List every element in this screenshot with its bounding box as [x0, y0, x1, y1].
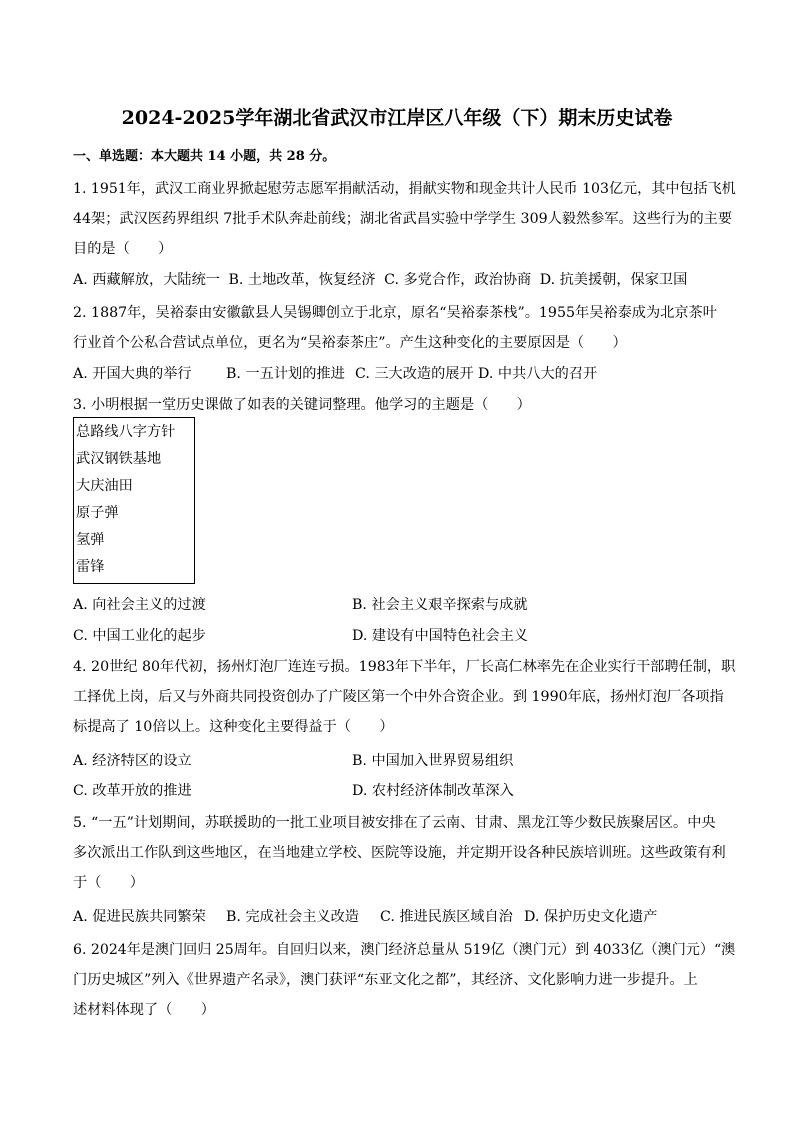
q6-line-2: 门历史城区”列入《世界遗产名录》，澳门获评“东亚文化之都”，其经济、文化影响力进一步提升。上: [73, 972, 698, 988]
q3-line-1: 3. 小明根据一堂历史课做了如表的关键词整理。他学习的主题是（ ）: [73, 397, 531, 413]
q1-line-1: 1. 1951年，武汉工商业界掀起慰劳志愿军捐献活动，捐献实物和现金共计人民币 103亿元，其中包括飞机: [73, 181, 736, 197]
q1-option-c[interactable]: C. 多党合作，政治协商: [384, 272, 532, 288]
q1-line-2: 44架；武汉医药界组织 7批手术队奔赴前线；湖北省武昌实验中学学生 309人毅然参军。这些行为的主要: [73, 211, 733, 227]
q4-option-d[interactable]: D. 农村经济体制改革深入: [352, 783, 514, 799]
q2-option-b[interactable]: B. 一五计划的推进: [226, 366, 345, 382]
q4-option-a[interactable]: A. 经济特区的设立: [73, 753, 192, 769]
section-heading: 一、单选题：本大题共 14 小题，共 28 分。: [73, 149, 336, 164]
q5-option-d[interactable]: D. 保护历史文化遗产: [524, 909, 658, 925]
q5-option-b[interactable]: B. 完成社会主义改造: [226, 909, 359, 925]
keyword-cell: 原子弹: [76, 505, 119, 521]
q4-option-b[interactable]: B. 中国加入世界贸易组织: [352, 753, 514, 769]
q4-line-1: 4. 20世纪 80年代初，扬州灯泡厂连连亏损。1983年下半年，厂长高仁林率先在企业实行干部聘任制，职: [73, 659, 736, 675]
q4-option-c[interactable]: C. 改革开放的推进: [73, 783, 192, 799]
keyword-cell: 氢弹: [76, 532, 105, 548]
q1-line-3: 目的是（ ）: [73, 241, 173, 257]
page-title: 2024-2025学年湖北省武汉市江岸区八年级（下）期末历史试卷: [121, 107, 673, 129]
q2-line-1: 2. 1887年，吴裕泰由安徽歙县人吴锡卿创立于北京，原名“吴裕泰茶栈”。1955年吴裕泰成为北京茶叶: [73, 305, 717, 321]
q1-options: [73, 269, 733, 289]
keyword-table: [73, 417, 195, 584]
q2-option-a[interactable]: A. 开国大典的举行: [73, 366, 192, 382]
keyword-cell: 总路线八字方针: [76, 424, 176, 440]
keyword-cell: 大庆油田: [76, 478, 133, 494]
keyword-cell: 雷锋: [76, 559, 105, 575]
q1-option-d[interactable]: D. 抗美援朝，保家卫国: [539, 272, 688, 288]
q5-line-3: 于（ ）: [73, 875, 144, 891]
q3-option-b[interactable]: B. 社会主义艰辛探索与成就: [352, 597, 528, 613]
q5-option-a[interactable]: A. 促进民族共同繁荣: [73, 909, 206, 925]
q3-option-a[interactable]: A. 向社会主义的过渡: [73, 597, 206, 613]
q3-option-d[interactable]: D. 建设有中国特色社会主义: [352, 628, 528, 644]
q6-line-1: 6. 2024年是澳门回归 25周年。自回归以来，澳门经济总量从 519亿（澳门元）到 4033亿（澳门元）“澳: [73, 942, 736, 958]
q1-option-b[interactable]: B. 土地改革，恢复经济: [228, 272, 376, 288]
q6-line-3: 述材料体现了（ ）: [73, 1002, 215, 1018]
q4-line-3: 标提高了 10倍以上。这种变化主要得益于（ ）: [73, 719, 394, 735]
q5-line-1: 5. “一五”计划期间，苏联援助的一批工业项目被安排在了云南、甘肃、黑龙江等少数民族聚居区。中央: [73, 815, 716, 831]
q4-line-2: 工择优上岗，后又与外商共同投资创办了广陵区第一个中外合资企业。到 1990年底，扬州灯泡厂各项指: [73, 689, 724, 705]
q2-option-c[interactable]: C. 三大改造的展开: [355, 366, 474, 382]
q1-option-a[interactable]: A. 西藏解放，大陆统一: [73, 272, 220, 288]
q3-option-c[interactable]: C. 中国工业化的起步: [73, 628, 206, 644]
keyword-cell: 武汉钢铁基地: [76, 451, 162, 467]
q5-line-2: 多次派出工作队到这些地区，在当地建立学校、医院等设施，并定期开设各种民族培训班。这些政策有利: [73, 845, 726, 861]
q5-option-c[interactable]: C. 推进民族区域自治: [380, 909, 513, 925]
q2-option-d[interactable]: D. 中共八大的召开: [478, 366, 598, 382]
q2-line-2: 行业首个公私合营试点单位，更名为“吴裕泰茶庄”。产生这种变化的主要原因是（ ）: [73, 335, 627, 351]
